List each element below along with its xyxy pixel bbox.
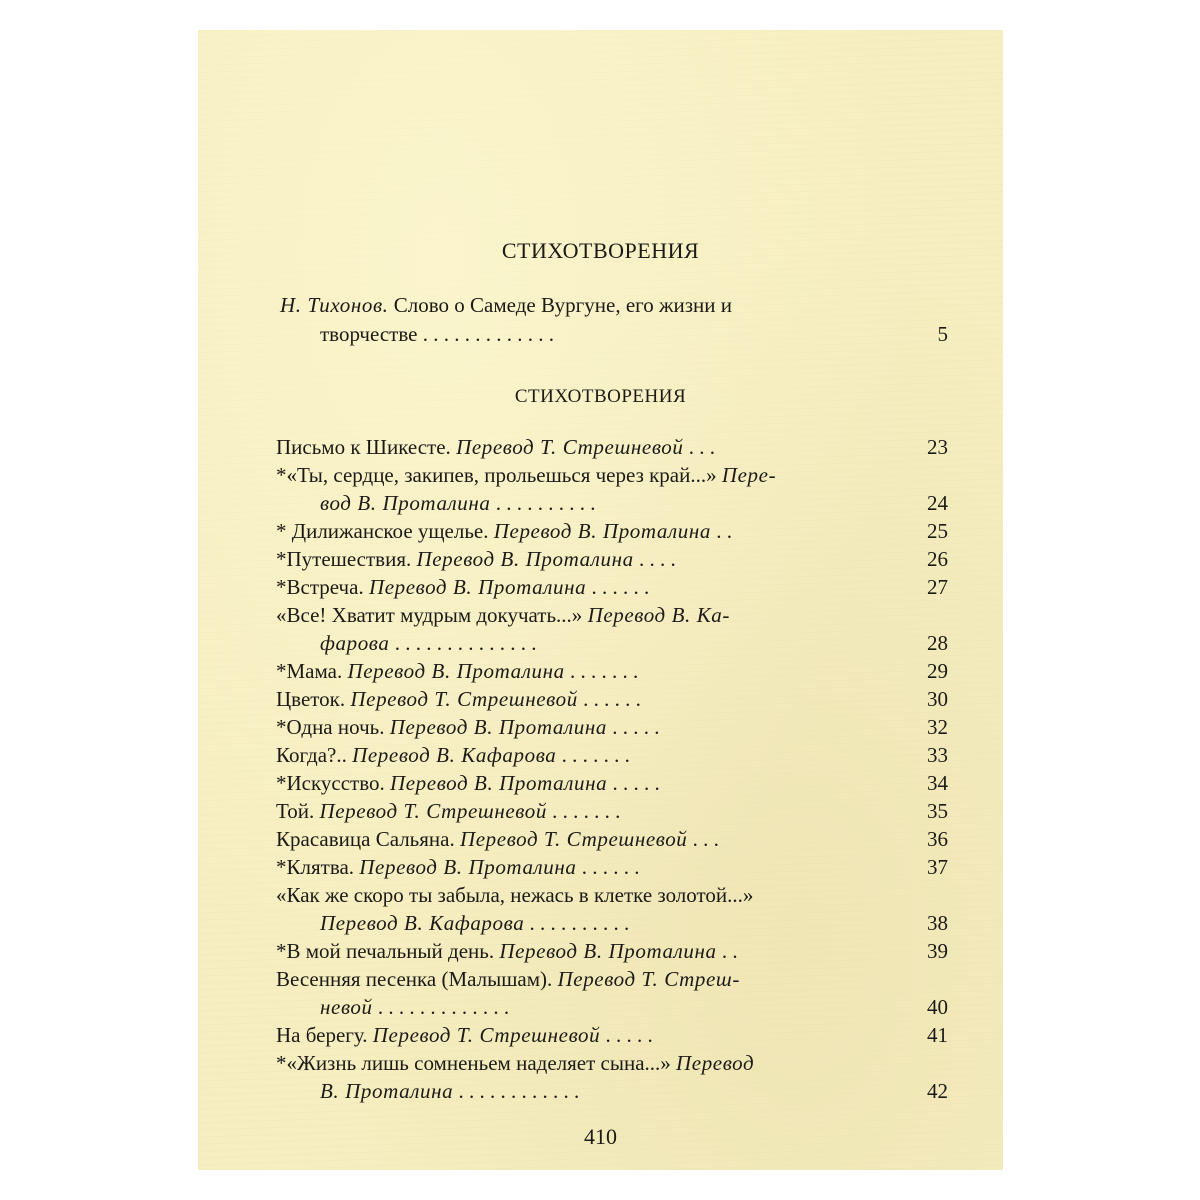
entry-translator: Перевод В. Проталина — [389, 771, 608, 795]
toc-entry — [320, 630, 536, 656]
leader-dots: . . . . . . — [591, 575, 650, 599]
intro-line-1 — [280, 292, 732, 318]
entry-page-number: 27 — [927, 575, 948, 599]
entry-title: *Клятва. — [276, 855, 355, 879]
toc-entry — [276, 658, 638, 684]
entry-page-number: 33 — [927, 743, 948, 767]
toc-entry — [276, 714, 659, 740]
entry-title: *Путешествия. — [276, 547, 412, 571]
intro-title-line-2: творчестве — [320, 322, 418, 346]
entry-translator: Перевод Т. Стрешневой — [350, 687, 578, 711]
leader-dots: . . . . . . . . . . . . — [458, 1079, 580, 1103]
entry-page-number: 40 — [927, 995, 948, 1019]
entry-title: Той. — [276, 799, 315, 823]
intro-line-2 — [320, 321, 554, 347]
leader-dots: . . . . . . . . . . — [529, 911, 630, 935]
entry-title: Весенняя песенка (Малышам). — [276, 967, 553, 991]
entry-page-number: 41 — [927, 1023, 948, 1047]
entry-page-number: 39 — [927, 939, 948, 963]
toc-entry — [320, 994, 509, 1020]
entry-title: Красавица Сальяна. — [276, 827, 455, 851]
leader-dots: . . . . . — [612, 715, 660, 739]
toc-entry — [276, 882, 753, 908]
entry-page-number: 28 — [927, 631, 948, 655]
leader-dots: . . — [721, 939, 738, 963]
entry-translator: вод В. Проталина — [320, 491, 491, 515]
toc-entry — [276, 854, 640, 880]
entry-translator: Перевод В. Проталина — [416, 547, 634, 571]
entry-title: «Все! Хватит мудрым докучать...» — [276, 603, 583, 627]
entry-page-number: 37 — [927, 855, 948, 879]
leader-dots: . . . . . . — [583, 687, 641, 711]
toc-entry — [276, 686, 641, 712]
entry-title: *«Жизнь лишь сомненьем наделяет сына...» — [276, 1051, 671, 1075]
entry-translator: Перевод Т. Стрешневой — [372, 1023, 601, 1047]
section-heading: СТИХОТВОРЕНИЯ — [514, 386, 687, 407]
leader-dots: . . . . . — [612, 771, 660, 795]
entry-translator: Перевод Т. Стрешневой — [459, 827, 688, 851]
toc-entry — [276, 798, 620, 824]
toc-entry — [276, 602, 730, 628]
entry-translator: Перевод В. Проталина — [359, 855, 577, 879]
entry-translator: Перевод В. Ка- — [587, 603, 730, 627]
toc-entry — [276, 966, 740, 992]
intro-leader-dots: . . . . . . . . . . . . . — [422, 322, 554, 346]
entry-title: * Дилижанское ущелье. — [276, 519, 489, 543]
leader-dots: . . . — [692, 827, 719, 851]
main-heading: СТИХОТВОРЕНИЯ — [501, 238, 700, 263]
entry-title: *Одна ночь. — [276, 715, 385, 739]
toc-entry — [276, 938, 738, 964]
entry-page-number: 35 — [927, 799, 948, 823]
entry-translator: В. Проталина — [320, 1079, 454, 1103]
leader-dots: . . . . . . — [581, 855, 640, 879]
toc-entry — [276, 546, 676, 572]
entry-page-number: 24 — [927, 491, 948, 515]
entry-translator: Перевод В. Проталина — [499, 939, 717, 963]
page-folio: 410 — [584, 1124, 617, 1149]
entry-title: *Встреча. — [276, 575, 364, 599]
intro-page-number: 5 — [937, 322, 948, 346]
entry-translator: невой — [320, 995, 373, 1019]
leader-dots: . . — [716, 519, 732, 543]
leader-dots: . . . . . — [605, 1023, 653, 1047]
entry-page-number: 34 — [927, 771, 948, 795]
entry-title: *«Ты, сердце, закипев, прольешься через край...» — [276, 463, 717, 487]
entry-title: *Искусство. — [276, 771, 385, 795]
entry-page-number: 25 — [927, 519, 948, 543]
toc-entry — [276, 770, 660, 796]
leader-dots: . . . . . . . . . . — [495, 491, 596, 515]
entry-translator: Перевод В. Проталина — [389, 715, 607, 739]
book-page — [198, 30, 1003, 1170]
toc-entry — [276, 742, 630, 768]
toc-entry — [276, 1050, 754, 1076]
entry-translator: Перевод В. Проталина — [493, 519, 711, 543]
entry-title: *В мой печальный день. — [276, 939, 495, 963]
toc-entry — [276, 462, 776, 488]
leader-dots: . . . . . . . . . . . . . . — [394, 631, 537, 655]
toc-entry — [320, 1078, 579, 1104]
entry-page-number: 36 — [927, 827, 948, 851]
entry-page-number: 29 — [927, 659, 948, 683]
entry-title: *Мама. — [276, 659, 343, 683]
entry-title: Когда?.. — [276, 743, 347, 767]
toc-entry — [276, 1022, 653, 1048]
entry-title: Цветок. — [276, 687, 346, 711]
entry-translator: фарова — [320, 631, 390, 655]
intro-title-line-1: Слово о Самеде Вургуне, его жизни и — [393, 293, 733, 317]
entry-translator: Перевод В. Проталина — [368, 575, 587, 599]
entry-page-number: 26 — [927, 547, 948, 571]
toc-entry — [276, 434, 715, 460]
toc-entry — [320, 910, 629, 936]
entry-page-number: 42 — [927, 1079, 948, 1103]
entry-translator: Перевод Т. Стрешневой — [319, 799, 547, 823]
leader-dots: . . . — [688, 435, 715, 459]
entry-title: «Как же скоро ты забыла, нежась в клетке золотой...» — [276, 883, 754, 907]
leader-dots: . . . . . . . . . . . . . — [377, 995, 510, 1019]
entry-translator: Перевод В. Кафарова — [352, 743, 557, 767]
toc-entry — [276, 518, 732, 544]
toc-entry — [276, 574, 649, 600]
entry-translator: Перевод В. Кафарова — [320, 911, 525, 935]
entry-translator: Перевод Т. Стреш- — [557, 967, 740, 991]
leader-dots: . . . . . . . — [561, 743, 630, 767]
toc-entry — [320, 490, 596, 516]
entry-page-number: 30 — [927, 687, 948, 711]
toc-entry — [276, 826, 719, 852]
leader-dots: . . . . . . . — [552, 799, 621, 823]
entry-page-number: 38 — [927, 911, 948, 935]
entry-translator: Перевод В. Проталина — [347, 659, 565, 683]
leader-dots: . . . . . . . — [569, 659, 639, 683]
entry-title: На берегу. — [276, 1023, 368, 1047]
leader-dots: . . . . — [638, 547, 676, 571]
entry-title: Письмо к Шикесте. — [276, 435, 451, 459]
entry-translator: Перевод Т. Стрешневой — [456, 435, 684, 459]
entry-page-number: 32 — [927, 715, 948, 739]
intro-author: Н. Тихонов. — [280, 293, 389, 317]
entry-translator: Перевод — [676, 1051, 755, 1075]
entry-translator: Пере- — [721, 463, 777, 487]
entry-page-number: 23 — [927, 435, 948, 459]
